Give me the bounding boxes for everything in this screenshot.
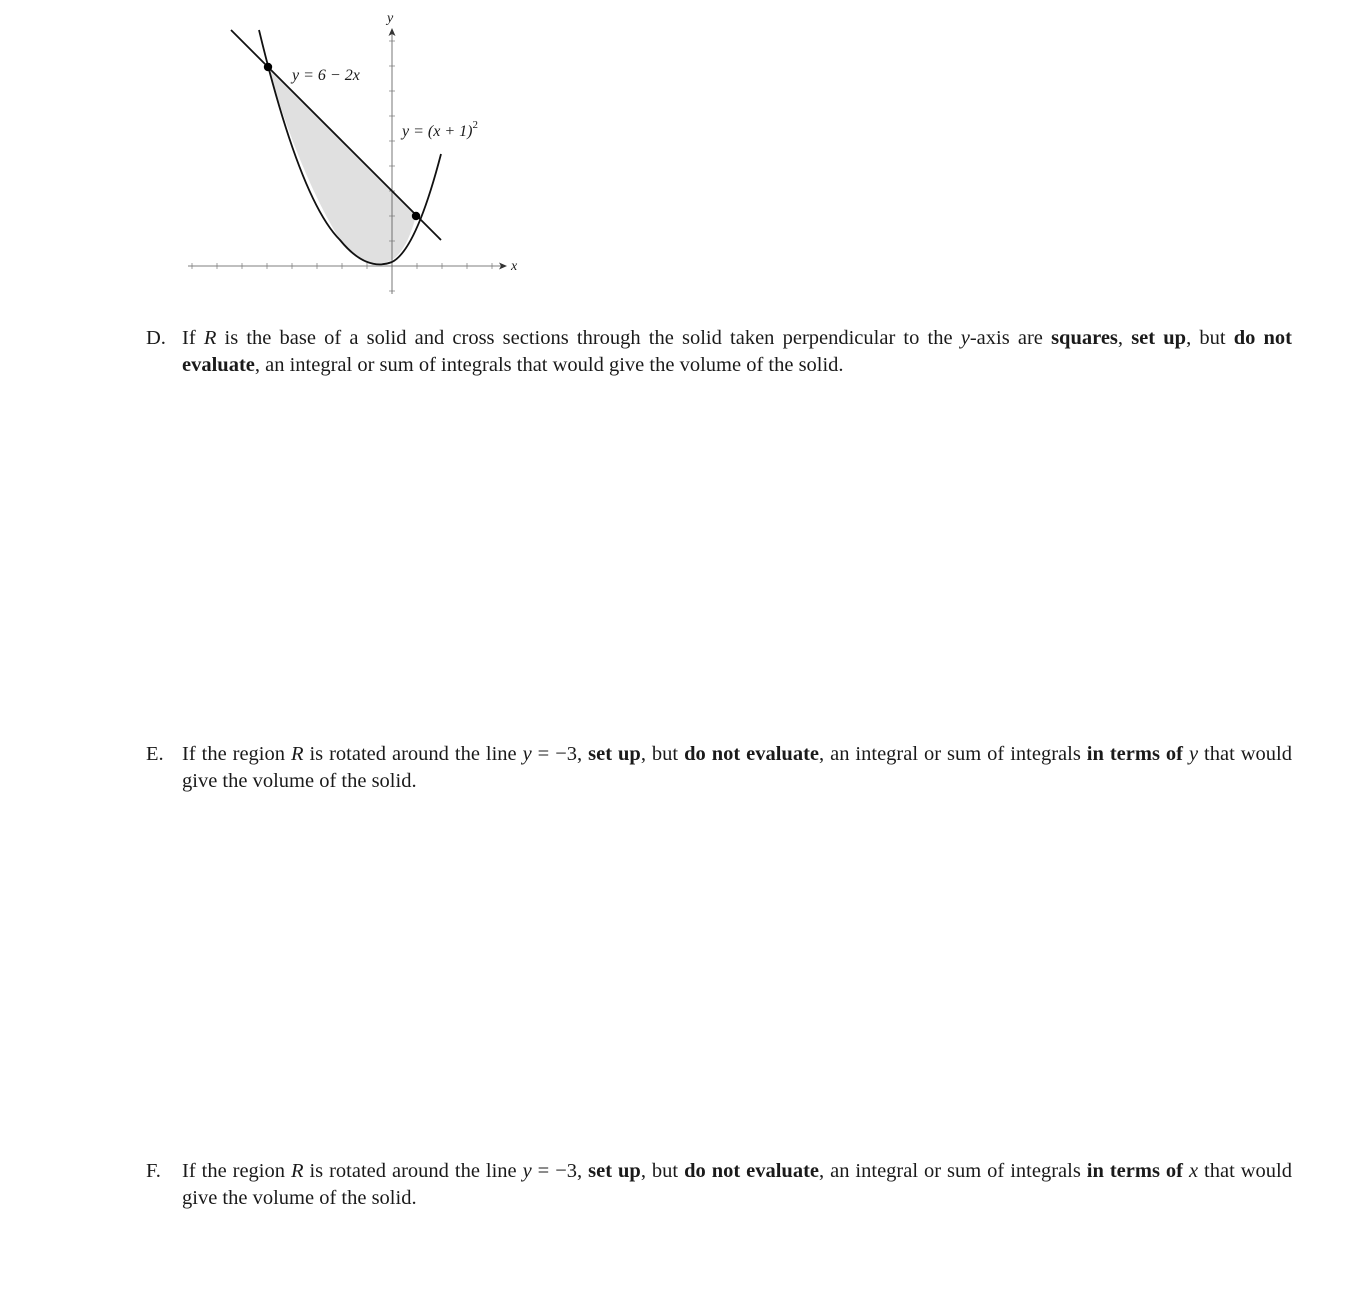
bold-phrase: set up — [1131, 327, 1187, 349]
text-run: , an integral or sum of integrals — [819, 1160, 1087, 1182]
bold-phrase: do not evaluate — [684, 1160, 820, 1182]
bold-phrase: squares — [1051, 327, 1118, 349]
text-run: , but — [640, 743, 685, 765]
text-run: is rotated around the line — [303, 1160, 523, 1182]
text-run: If the region — [182, 1160, 291, 1182]
text-run: -axis are — [969, 327, 1052, 349]
math-variable: x — [1188, 1160, 1199, 1182]
problem-e — [146, 741, 1292, 795]
problem-letter: E. — [146, 743, 164, 765]
problem-letter: F. — [146, 1160, 161, 1182]
line-equation-label: y = 6 − 2x — [292, 67, 360, 84]
bold-phrase: in terms of — [1086, 1160, 1183, 1182]
bold-phrase: do not evaluate — [182, 327, 1293, 376]
math-variable: R — [290, 743, 304, 765]
text-run: = −3, — [531, 743, 589, 765]
math-variable: R — [203, 327, 217, 349]
math-variable: y — [960, 327, 970, 349]
math-variable: y — [522, 1160, 532, 1182]
parabola-equation-exponent: 2 — [472, 119, 478, 131]
problem-letter: D. — [146, 327, 166, 349]
problem-text — [182, 741, 1292, 795]
text-run: , an integral or sum of integrals that would give the volume of the solid. — [254, 354, 844, 376]
y-axis-label: y — [387, 11, 394, 26]
bold-phrase: do not evaluate — [684, 743, 820, 765]
problem-f — [146, 1158, 1292, 1212]
math-variable: y — [522, 743, 532, 765]
text-run: that would give the volume of the solid. — [182, 743, 1292, 792]
bold-phrase: set up — [588, 1160, 641, 1182]
x-axis-label: x — [511, 259, 518, 274]
text-run: If the region — [182, 743, 291, 765]
text-run: , — [1117, 327, 1132, 349]
intersection-point-left — [264, 63, 272, 71]
problem-text — [182, 325, 1292, 379]
text-run: = −3, — [531, 1160, 589, 1182]
problem-text — [182, 1158, 1292, 1212]
problem-d — [146, 325, 1292, 379]
intersection-point-right — [412, 212, 420, 220]
parabola-equation-base: y = (x + 1) — [402, 123, 473, 140]
text-run: is rotated around the line — [303, 743, 523, 765]
bold-phrase: in terms of — [1086, 743, 1183, 765]
math-variable: R — [290, 1160, 304, 1182]
math-variable: y — [1188, 743, 1199, 765]
text-run: that would give the volume of the solid. — [182, 1160, 1292, 1209]
text-run: , an integral or sum of integrals — [819, 743, 1087, 765]
text-run: , but — [1186, 327, 1234, 349]
parabola-equation-label — [400, 119, 478, 140]
text-run: is the base of a solid and cross sections through the solid taken perpendicular to the — [216, 327, 961, 349]
region-graph — [180, 4, 530, 299]
text-run: , but — [640, 1160, 685, 1182]
shaded-region-r — [268, 67, 416, 263]
text-run: If — [182, 327, 204, 349]
bold-phrase: set up — [588, 743, 641, 765]
